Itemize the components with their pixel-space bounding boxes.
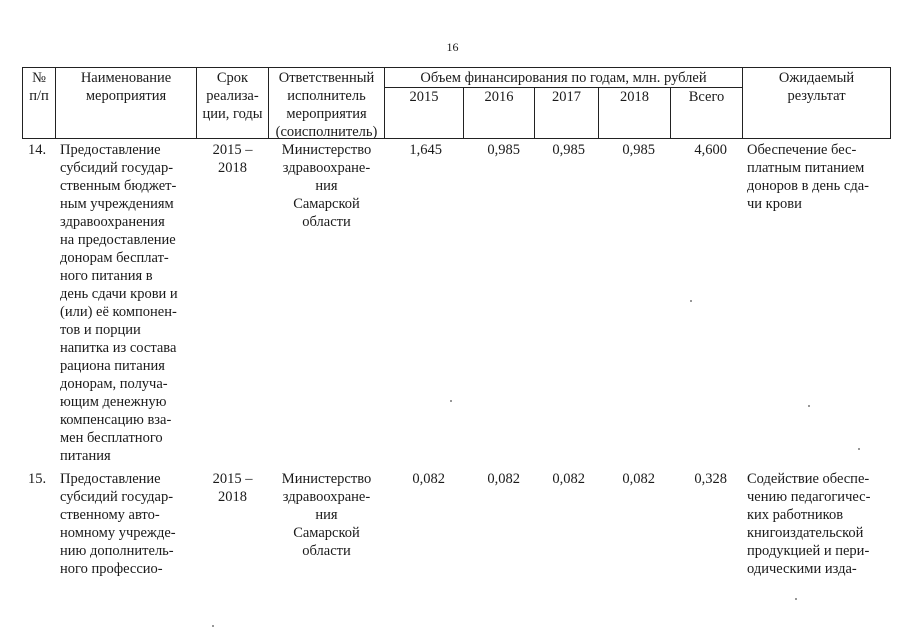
header-result-line: Ожидаемый [778, 70, 855, 86]
row-executor-line: области [302, 543, 351, 559]
row-name-line: ственному авто- [60, 507, 160, 523]
row-result-line: книгоиздательской [747, 525, 864, 541]
row-name-line: ным учреждениям [60, 196, 174, 212]
scan-speck [808, 405, 810, 407]
row-executor-line: ния [315, 178, 338, 194]
header-num-line: № [32, 70, 46, 86]
scan-speck [212, 625, 214, 627]
header-year-2015: 2015 [409, 89, 439, 105]
row-term [197, 470, 268, 506]
header-term-line: ции, годы [202, 106, 263, 122]
row-result-line: чению педагогичес- [747, 489, 871, 505]
value-2015: 0,082 [412, 471, 445, 487]
row-name-line: здравоохранения [60, 214, 165, 230]
header-term-line: реализа- [206, 88, 259, 104]
header-name-line: Наименование [80, 70, 172, 86]
row-executor [269, 141, 384, 231]
header-name [56, 69, 196, 105]
row-executor-line: Самарской [293, 196, 360, 212]
row-result-line: ких работников [747, 507, 844, 523]
row-result-line: доноров в день сда- [747, 178, 869, 194]
row-name-line: субсидий государ- [60, 489, 174, 505]
header-result-line: результат [787, 88, 846, 104]
row-result-line: одическими изда- [747, 561, 857, 577]
row-executor-line: здравоохране- [282, 160, 371, 176]
row-name-line: питания [60, 448, 111, 464]
header-year-2017: 2017 [552, 89, 581, 105]
row-name [60, 470, 192, 578]
scan-speck [690, 300, 692, 302]
scan-speck [795, 598, 797, 600]
value-2018: 0,985 [622, 142, 655, 158]
row-name-line: тов и порции [60, 322, 141, 338]
value-2017: 0,985 [552, 142, 585, 158]
row-executor-line: Министерство [281, 142, 372, 158]
header-executor-line: исполнитель [287, 88, 366, 104]
row-executor-line: области [302, 214, 351, 230]
row-executor-line: Самарской [293, 525, 360, 541]
row-result-line: Содействие обеспе- [747, 471, 870, 487]
row-name-line: на предоставление [60, 232, 176, 248]
page-number: 16 [446, 40, 459, 54]
row-result-line: продукцией и пери- [747, 543, 870, 559]
row-term-line: 2018 [218, 160, 247, 176]
row-executor-line: здравоохране- [282, 489, 371, 505]
row-executor-line: ния [315, 507, 338, 523]
header-num [22, 69, 56, 105]
row-result-line: платным питанием [747, 160, 865, 176]
header-total: Всего [688, 89, 725, 105]
row-executor [269, 470, 384, 560]
row-result-line: Обеспечение бес- [747, 142, 857, 158]
value-2018: 0,082 [622, 471, 655, 487]
row-term-line: 2015 – [212, 471, 253, 487]
row-name-line: номному учрежде- [60, 525, 176, 541]
row-name-line: рациона питания [60, 358, 165, 374]
row-name-line: мен бесплатного [60, 430, 163, 446]
row-name-line: компенсацию вза- [60, 412, 172, 428]
row-name-line: субсидий государ- [60, 160, 174, 176]
row-term [197, 141, 268, 177]
row-name-line: Предоставление [60, 471, 161, 487]
header-name-line: мероприятия [85, 88, 167, 104]
row-executor-line: Министерство [281, 471, 372, 487]
row-number: 15. [28, 471, 47, 487]
row-name-line: (или) её компонен- [60, 304, 177, 320]
row-name-line: донорам, получа- [60, 376, 168, 392]
row-name [60, 141, 192, 465]
header-executor-line: (соисполнитель) [275, 124, 378, 140]
row-result-line: чи крови [747, 196, 802, 212]
header-executor-line: Ответственный [278, 70, 375, 86]
row-name-line: нию дополнитель- [60, 543, 174, 559]
row-name-line: ственным бюджет- [60, 178, 177, 194]
value-2016: 0,082 [487, 471, 520, 487]
row-name-line: ного питания в [60, 268, 153, 284]
value-2017: 0,082 [552, 471, 585, 487]
header-year-2016: 2016 [484, 89, 514, 105]
row-name-line: ющим денежную [60, 394, 167, 410]
value-total: 4,600 [694, 142, 727, 158]
header-executor-line: мероприятия [286, 106, 367, 122]
header-executor [269, 69, 384, 141]
row-result [747, 141, 889, 213]
scan-speck [450, 400, 452, 402]
row-result [747, 470, 889, 578]
row-name-line: донорам бесплат- [60, 250, 169, 266]
header-year-2018: 2018 [620, 89, 649, 105]
row-number: 14. [28, 142, 47, 158]
header-term [197, 69, 268, 123]
value-total: 0,328 [694, 471, 727, 487]
value-2016: 0,985 [487, 142, 520, 158]
scan-speck [858, 448, 860, 450]
row-term-line: 2015 – [212, 142, 253, 158]
row-name-line: день сдачи крови и [60, 286, 178, 302]
value-2015: 1,645 [409, 142, 442, 158]
header-num-line: п/п [29, 88, 49, 104]
header-funding: Объем финансирования по годам, млн. рублей [420, 70, 707, 86]
header-term-line: Срок [216, 70, 249, 86]
row-name-line: напитка из состава [60, 340, 177, 356]
header-result [743, 69, 890, 105]
row-term-line: 2018 [218, 489, 247, 505]
row-name-line: Предоставление [60, 142, 161, 158]
row-name-line: ного профессио- [60, 561, 163, 577]
